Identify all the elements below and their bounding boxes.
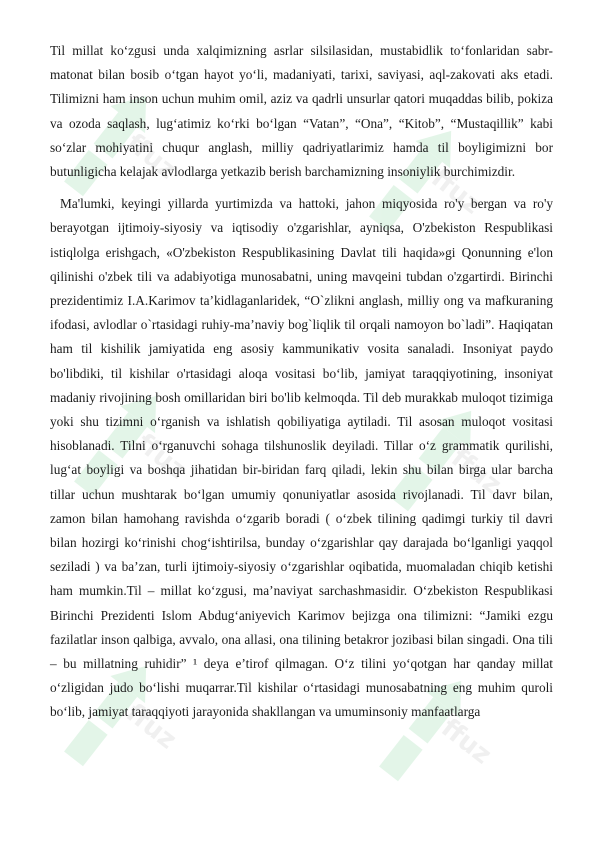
watermark-logo-icon: ffuz: [30, 77, 170, 232]
document-body: [50, 39, 553, 725]
watermark-logo-icon: ffuz: [30, 647, 170, 802]
paragraph-1: Til millat ko‘zgusi unda xalqimizning asrlar silsilasidan, mustabidlik to‘fonlaridan sabr-matonat bilan bosib o‘tgan hayot yo‘li, madaniyati, tarixi, saviyasi, aql-zakovati aks etadi. Tilimizni ham inson uchun muhim omil, aziz va qadrli unsurlar qatori muqaddas bilib, pokiza va ozoda saqlash, lug‘atimiz ko‘rki bo‘lgan “Vatan”, “Ona”, “Kitob”, “Mustaqillik” kabi so‘zlar mohiyatini chuqur anglash, milliy qadriyatlarimiz hamda til boyligimizni bor butunligicha kelajak avlodlarga yetkazib berish barchamizning insoniylik burchimizdir.: [50, 43, 553, 180]
paragraph-2: Ma'lumki, keyingi yillarda yurtimizda va hattoki, jahon miqyosida ro'y bergan va ro'y berayotgan ijtimoiy-siyosiy va iqtisodiy o'zgarishlar, ayniqsa, O'zbekiston Respublikasi istiqlolga erishgach, «O'zbekiston Respublikasining Davlat tili haqida»gi Qonunning e'lon qilinishi o'zbek tili va adabiyotiga munosabatni, uning mavqeini tubdan o'zgartirdi. Birinchi prezidentimiz I.A.Karimov ta’kidlaganlaridek, “O`zlikni anglash, milliy ong va mafkuraning ifodasi, avlodlar o`rtasidagi ruhiy-ma’naviy bog`liqlik til orqali namoyon bo`ladi”. Haqiqatan ham til kishilik jamiyatida eng asosiy kammunikativ vosita sanaladi. Insoniyat paydo bo'libdiki, til kishilar o'rtasidagi aloqa vositasi bo‘lib, jamiyat taraqqiyotining, insoniyat madaniy rivojining bosh omillaridan biri bo'lib kelmoqda. Til deb murakkab muloqot tizimiga yoki shu tizimni o‘rganish va ishlatish qobiliyatiga aytiladi. Til asosan muloqot vositasi hisoblanadi. Tilni o‘rganuvchi sohaga tilshunoslik deyiladi. Tillar o‘z grammatik qurilishi, lug‘at boyligi va boshqa jihatidan bir-biridan farq qiladi, lekin shu bilan birga ular barcha tillar uchun mushtarak bo‘lgan umumiy qonuniyatlar asosida rivojlanadi. Til davr bilan, zamon bilan hamohang ravishda o‘zgarib boradi ( o‘zbek tilining qadimgi turkiy til davri bilan hozirgi ko‘rinishi chog‘ishtirilsa, bunday o‘zgarishlar qay darajada bo‘lganligi yaqqol seziladi ) va ba’zan, turli ijtimoiy-siyosiy o‘zgarishlar oqibatida, muomaladan chiqib ketishi ham mumkin.Til – millat ko‘zgusi, ma’naviyat sarchashmasidir. O‘zbekiston Respublikasi Birinchi Prezidenti Islom Abdug‘aniyevich Karimov bejizga ona tilimizni: “Jamiki ezgu fazilatlar inson qalbiga, avvalo, ona allasi, ona tilining betakror jozibasi bilan singadi. Ona tili – bu millatning ruhidir” ¹ deya e’tirof qilmagan. O‘z tilini yo‘qotgan har qanday millat o‘zligidan judo bo‘lishi muqarrar.Til kishilar o‘rtasidagi munosabatning eng muhim quroli bo‘lib, jamiyat taraqqiyoti jarayonida shakllangan va umuminsoniy manfaatlarga: [50, 196, 553, 720]
watermark-logo-icon: ffuz: [355, 392, 495, 547]
watermark-logo-icon: ffuz: [335, 112, 475, 267]
watermark-logo-icon: ffuz: [40, 377, 180, 532]
watermark-logo-icon: ffuz: [345, 662, 485, 817]
